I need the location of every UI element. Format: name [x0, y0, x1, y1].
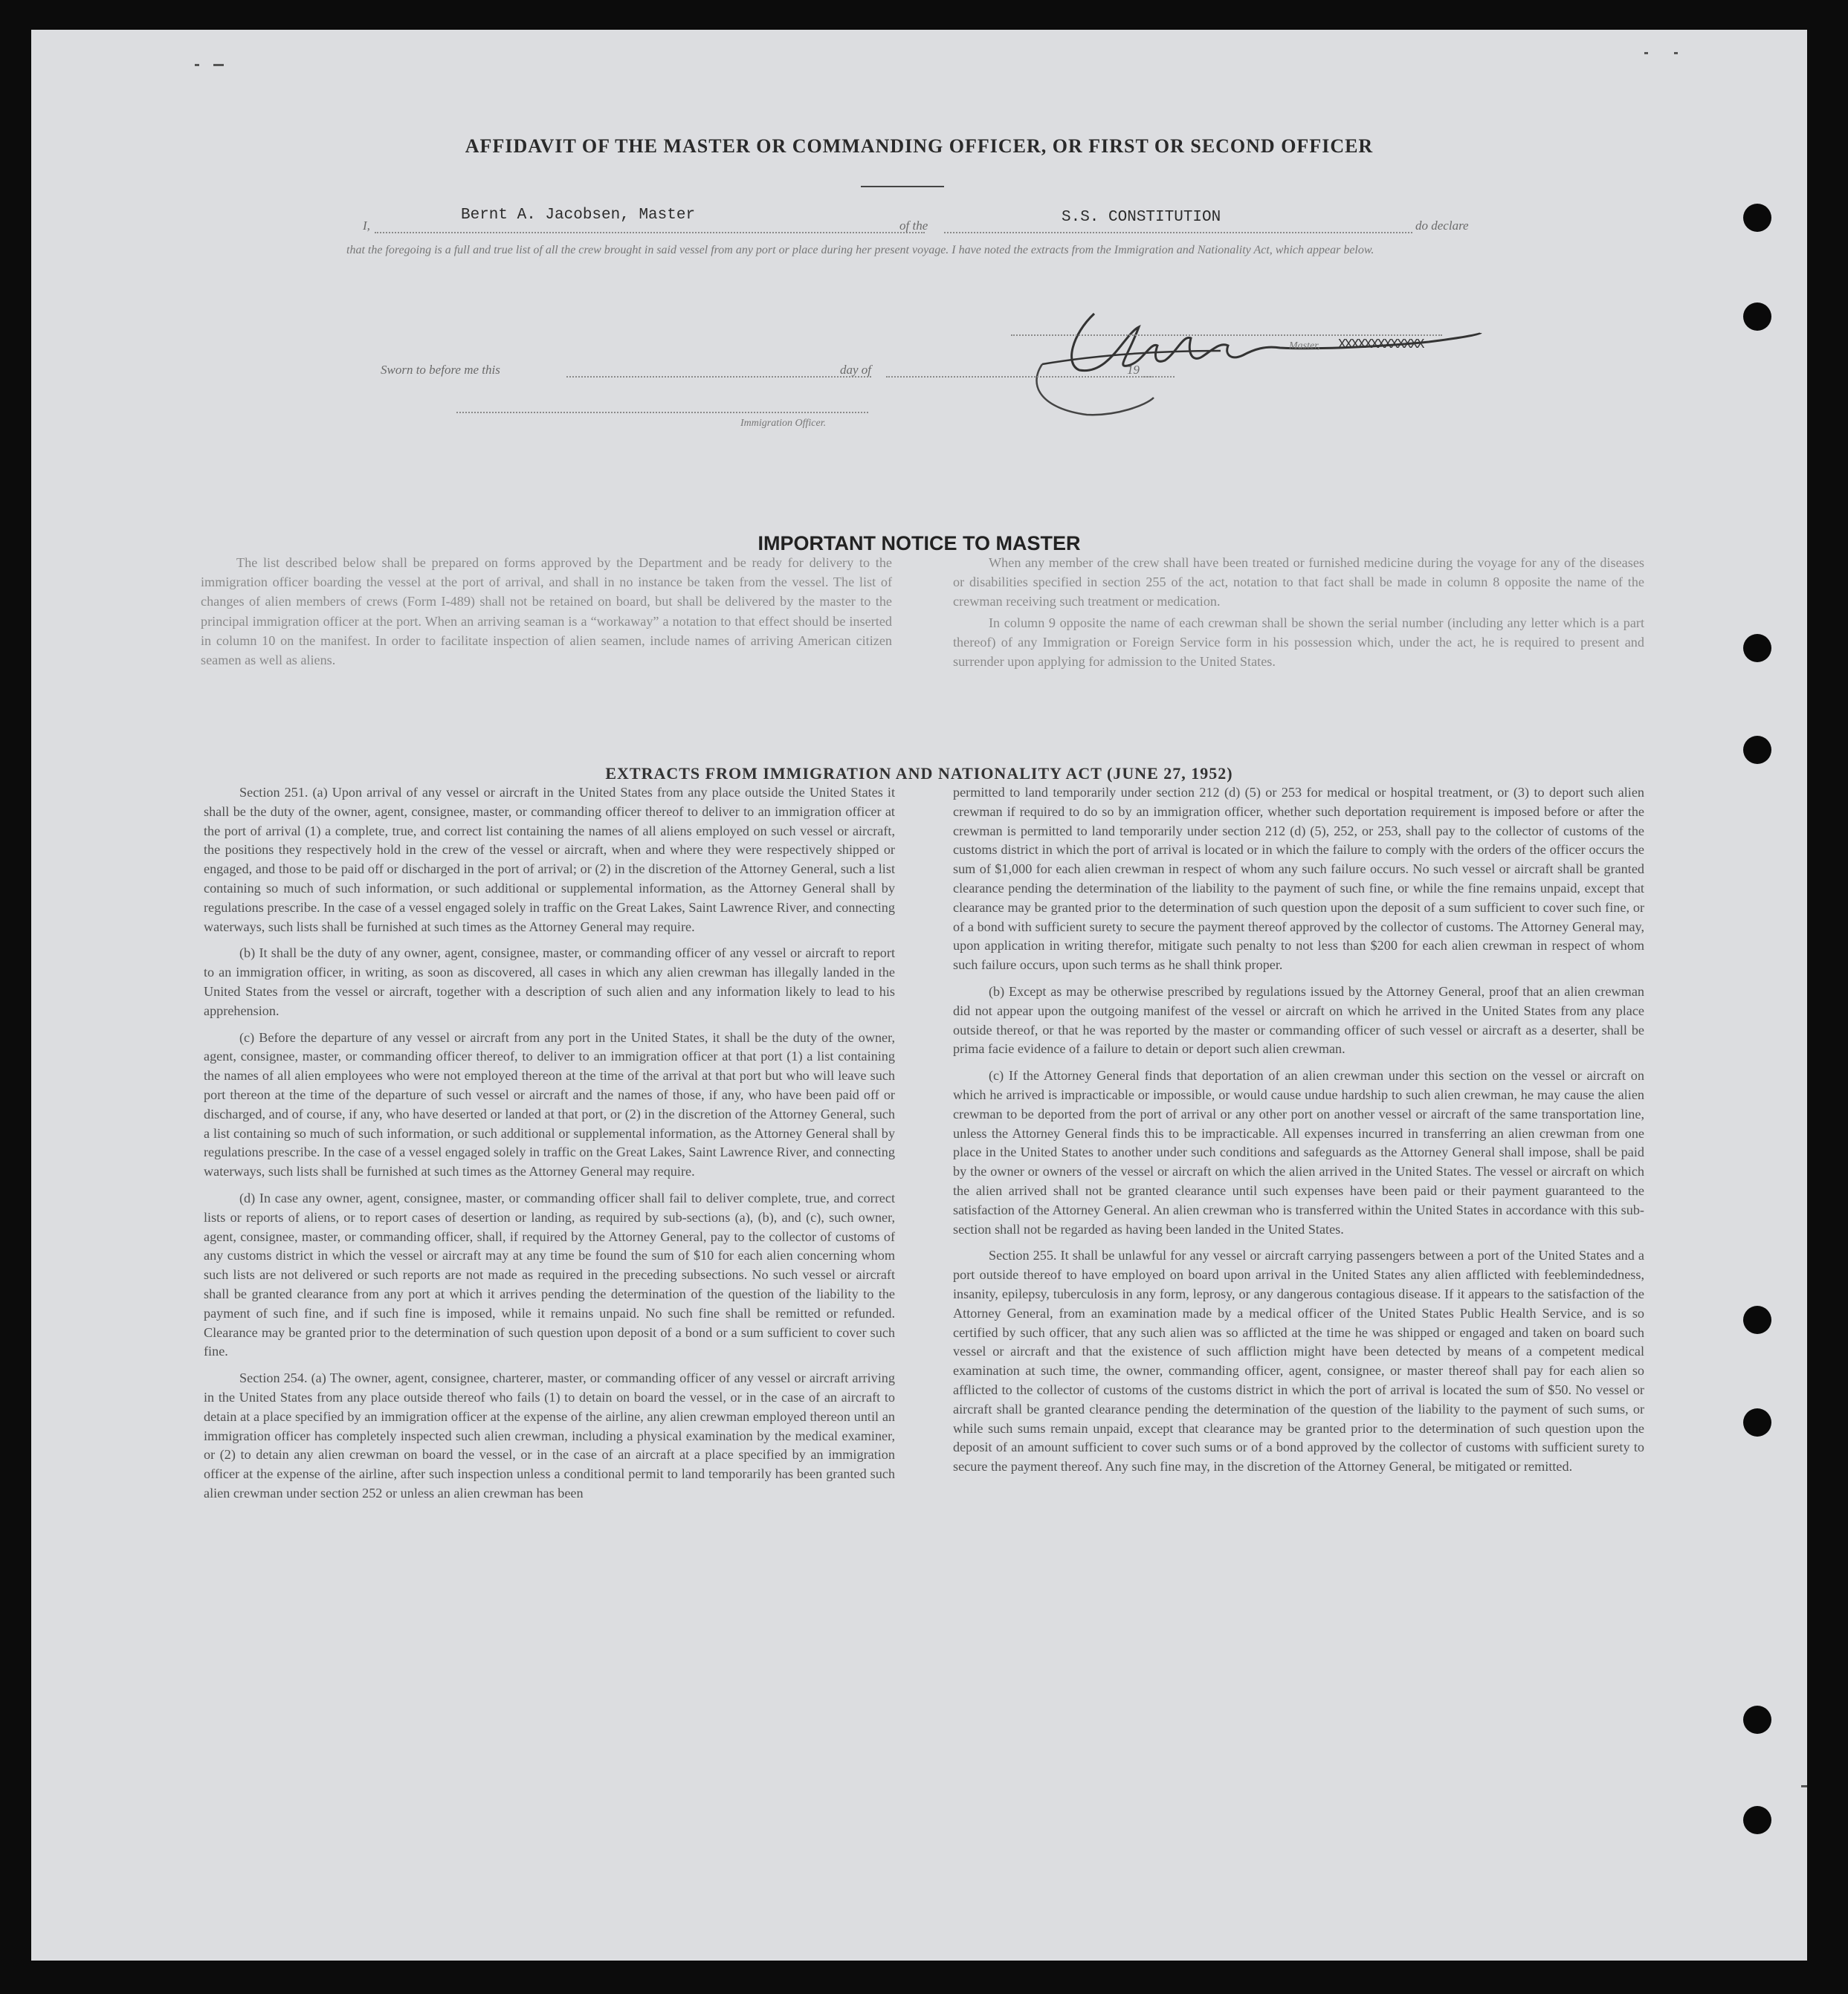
- scan-speck: [213, 64, 224, 66]
- notice-right-paragraph-1: When any member of the crew shall have been treated or furnished medicine during the voyage for any of the diseases or disabilities specified in section 255 of the act, notation to that fact shall be made in column 8 opposite the name of the crewman receiving such treatment or medication.: [953, 555, 1644, 609]
- master-name: Bernt A. Jacobsen, Master: [461, 207, 696, 224]
- extracts-left-column: [204, 783, 895, 1511]
- binder-hole: [1743, 634, 1771, 662]
- immigration-officer-label: Immigration Officer.: [740, 418, 827, 429]
- year-label: 19: [1127, 363, 1140, 377]
- binder-hole: [1743, 1306, 1771, 1334]
- scan-speck: [1644, 52, 1648, 54]
- notice-right-column: [953, 553, 1644, 679]
- section-254-a-continued: permitted to land temporarily under section 212 (d) (5) or 253 for medical or hospital treatment, or (3) to deport such alien crewman if required to do so by an immigration officer, whether such deportation requirement is imposed before or after the crewman is permitted to land temporarily under section 212 (d) (5), 252, or 253, shall pay to the collector of customs of the customs district in which the port of arrival is located or in which the failure to comply with the orders of the officer occurs the sum of $1,000 for each alien crewman in respect of whom any such failure occurs. No such vessel or aircraft shall be granted clearance pending the determination of the liability to the payment of such fine, or while the fine remains unpaid, except that clearance may be granted prior to the determination of such question upon the deposit of a sum sufficient to cover such fine, or of a bond with sufficient surety to secure the payment thereof approved by the collector of customs. The Attorney General may, upon application in writing therefor, mitigate such penalty to not less than $200 for each alien crewman in respect of whom such failure occurs, upon such terms as he shall think proper.: [953, 785, 1644, 973]
- section-255: Section 255. It shall be unlawful for any vessel or aircraft carrying passengers between a port of the United States and a port outside thereof to have employed on board upon arrival in the United States any alien afflicted with feeblemindedness, insanity, epilepsy, tuberculosis in any form, leprosy, or any dangerous contagious disease. If it appears to the satisfaction of the Attorney General, from an examination made by a medical officer of the United States Public Health Service, and is so certified by such officer, that any such alien was so afflicted at the time he was shipped or engaged and taken on board such vessel or aircraft and that the existence of such affliction might have been detected by means of a competent medical examination at such time, the owner, commanding officer, agent, consignee, or master thereof shall pay for each alien so afflicted to the collector of customs of the customs district in which the port of arrival is located the sum of $50. No vessel or aircraft shall be granted clearance pending the determination of the question of the liability to the payment of such sums, or while such sums remain unpaid, except that clearance may be granted prior to the determination of such question upon the deposit of an amount sufficient to cover such sums or of a bond approved by the collector of customs with sufficient surety to secure the payment thereof. Any such fine may, in the discretion of the Attorney General, be mitigated or remitted.: [953, 1248, 1644, 1475]
- title-rule: [861, 186, 944, 187]
- master-label: Master,: [1289, 340, 1320, 352]
- sworn-day-line: [566, 376, 871, 378]
- signature-line: [1011, 334, 1442, 336]
- struck-officer-text: XXXXXXXXXXXXX: [1338, 337, 1424, 352]
- vessel-name: S.S. CONSTITUTION: [1062, 209, 1221, 226]
- extracts-right-column: [953, 783, 1644, 1484]
- i-label: I,: [363, 219, 370, 233]
- section-251-c: (c) Before the departure of any vessel or aircraft from any port in the United States, it shall be the duty of the owner, agent, consignee, master, or commanding officer thereof, to deliver to an immigration officer at that port (1) a list containing the names of all alien employees who were not employed thereon at the time of the arrival at that port but who will leave such port thereon at the time of the departure of such vessel or aircraft and the names of those, if any, who have been paid off or discharged, and of course, if any, who have deserted or landed at that port, or (2) in the discretion of the Attorney General, such a list containing so much of such information, or such additional or supplemental information, as the Attorney General shall by regulations prescribe. In the case of a vessel engaged solely in traffic on the Great Lakes, Saint Lawrence River, and connecting waterways, such lists shall be furnished at such times as the Attorney General may require.: [204, 1029, 895, 1179]
- sworn-month-line: [886, 376, 1154, 378]
- section-251-a: Section 251. (a) Upon arrival of any vessel or aircraft in the United States from any place outside the United States it shall be the duty of the owner, agent, consignee, master, or commanding officer thereof to deliver to an immigration officer at the port of arrival (1) a complete, true, and correct list containing the names of all aliens employed on such vessel or aircraft, the positions they respectively hold in the crew of the vessel or aircraft, when and where they were respectively shipped or engaged, and those to be paid off or discharged in the port of arrival; or (2) in the discretion of the Attorney General, such a list containing so much of such information, or such additional or supplemental information, as the Attorney General shall by regulations prescribe. In the case of a vessel engaged solely in traffic on the Great Lakes, Saint Lawrence River, and connecting waterways, such lists shall be furnished at such times as the Attorney General may require.: [204, 785, 895, 934]
- binder-hole: [1743, 302, 1771, 331]
- of-the-label: of the: [899, 219, 928, 233]
- binder-hole: [1743, 204, 1771, 232]
- document-page: [31, 30, 1807, 1961]
- sworn-label: Sworn to before me this: [381, 363, 500, 377]
- scan-speck: [195, 64, 199, 66]
- section-254-c: (c) If the Attorney General finds that deportation of an alien crewman under this section on the vessel or aircraft on which he arrived is impracticable or impossible, or would cause undue hardship to such alien crewman, he may cause the alien crewman to be deported from the port of arrival or any other port on another vessel or aircraft of the same transportation line, unless the Attorney General finds this to be impracticable. All expenses incurred in transferring an alien crewman from one place in the United States to another under such conditions and safeguards as the Attorney General shall impose, shall be paid by the owner or owners of the vessel or aircraft on which the alien arrived in the United States. The vessel or aircraft on which the alien arrived shall not be granted clearance until such expenses have been paid or their payment guaranteed to the satisfaction of the Attorney General. An alien crewman who is transferred within the United States in accordance with this sub-section shall not be regarded as having been landed in the United States.: [953, 1068, 1644, 1237]
- name-line: [375, 232, 925, 233]
- section-254-a: Section 254. (a) The owner, agent, consignee, charterer, master, or commanding officer of any vessel or aircraft arriving in the United States from any place outside thereof who fails (1) to detain on board the vessel, or in the case of an aircraft to detain at a place specified by an immigration officer at the expense of the airline, any alien crewman employed thereon until an immigration officer has completely inspected such alien crewman, including a physical examination by the medical examiner, or (2) to detain any alien crewman on board the vessel, or in the case of an aircraft at a place specified by an immigration officer at the expense of the airline, after such inspection unless a conditional permit to land temporarily has been granted such alien crewman under section 252 or unless an alien crewman has been: [204, 1370, 895, 1501]
- scan-speck: [1674, 52, 1678, 54]
- notice-left-column: [201, 553, 892, 677]
- section-251-b: (b) It shall be the duty of any owner, agent, consignee, master, or commanding officer of any vessel or aircraft to report to an immigration officer, in writing, as soon as discovered, all cases in which any alien crewman has illegally landed in the United States from the vessel or aircraft, together with a description of such alien and any information likely to lead to his apprehension.: [204, 945, 895, 1018]
- notice-left-paragraph: The list described below shall be prepared on forms approved by the Department and be ready for delivery to the immigration officer boarding the vessel at the port of arrival, and shall in no instance be taken from the vessel. The list of changes of alien members of crews (Form I-489) shall not be retained on board, but shall be delivered by the master to the principal immigration officer at the port. When an arriving seaman is a “workaway” a notation to that effect should be inserted in column 10 on the manifest. In order to facilitate inspection of alien seamen, include names of arriving American citizen seamen as well as aliens.: [201, 555, 892, 668]
- signature: [998, 305, 1555, 424]
- affidavit-title: AFFIDAVIT OF THE MASTER OR COMMANDING OFFICER, OR FIRST OR SECOND OFFICER: [465, 135, 1374, 157]
- sworn-year-line: [1143, 376, 1175, 378]
- notice-title: IMPORTANT NOTICE TO MASTER: [757, 532, 1081, 554]
- day-of-label: day of: [840, 363, 872, 377]
- officer-line: [456, 412, 868, 413]
- notice-right-paragraph-2: In column 9 opposite the name of each crewman shall be shown the serial number (including any letter which is a part thereof) of any Immigration or Foreign Service form in his possession which, under the act, he is required to present and surrender upon applying for admission to the United States.: [953, 615, 1644, 670]
- vessel-line: [944, 232, 1412, 233]
- section-254-b: (b) Except as may be otherwise prescribed by regulations issued by the Attorney General, proof that an alien crewman did not appear upon the outgoing manifest of the vessel or aircraft on which he arrived in the United States from any place outside thereof, or that he was reported by the master or commanding officer of such vessel or aircraft as a deserter, shall be prima facie evidence of a failure to detain or deport such alien crewman.: [953, 983, 1644, 1057]
- binder-hole: [1743, 736, 1771, 764]
- scan-speck: [1801, 1785, 1807, 1787]
- binder-hole: [1743, 1408, 1771, 1437]
- binder-hole: [1743, 1706, 1771, 1734]
- extracts-title: EXTRACTS FROM IMMIGRATION AND NATIONALITY ACT (JUNE 27, 1952): [605, 764, 1233, 783]
- affidavit-statement: that the foregoing is a full and true list of all the crew brought in said vessel from any port or place during her present voyage. I have noted the extracts from the Immigration and Nationality Act, which appear below.: [346, 244, 1374, 256]
- section-251-d: (d) In case any owner, agent, consignee, master, or commanding officer shall fail to deliver complete, true, and correct lists or reports of aliens, or to report cases of desertion or landing, as required by sub-sections (a), (b), and (c), such owner, agent, consignee, master, or commanding officer, shall, if required by the Attorney General, pay to the collector of customs of any customs district in which the vessel or aircraft may at any time be found the sum of $10 for each alien concerning whom such lists are not delivered or such reports are not made as required in the preceding subsections. No such vessel or aircraft shall be granted clearance from any port at which it arrives pending the determination of the question of the liability to the payment of such fine, and if such fine is imposed, while it remains unpaid. No such fine shall be remitted or refunded. Clearance may be granted prior to the determination of such question upon deposit of a bond or a sum sufficient to cover such fine.: [204, 1190, 895, 1359]
- binder-hole: [1743, 1806, 1771, 1834]
- do-declare-label: do declare: [1415, 219, 1469, 233]
